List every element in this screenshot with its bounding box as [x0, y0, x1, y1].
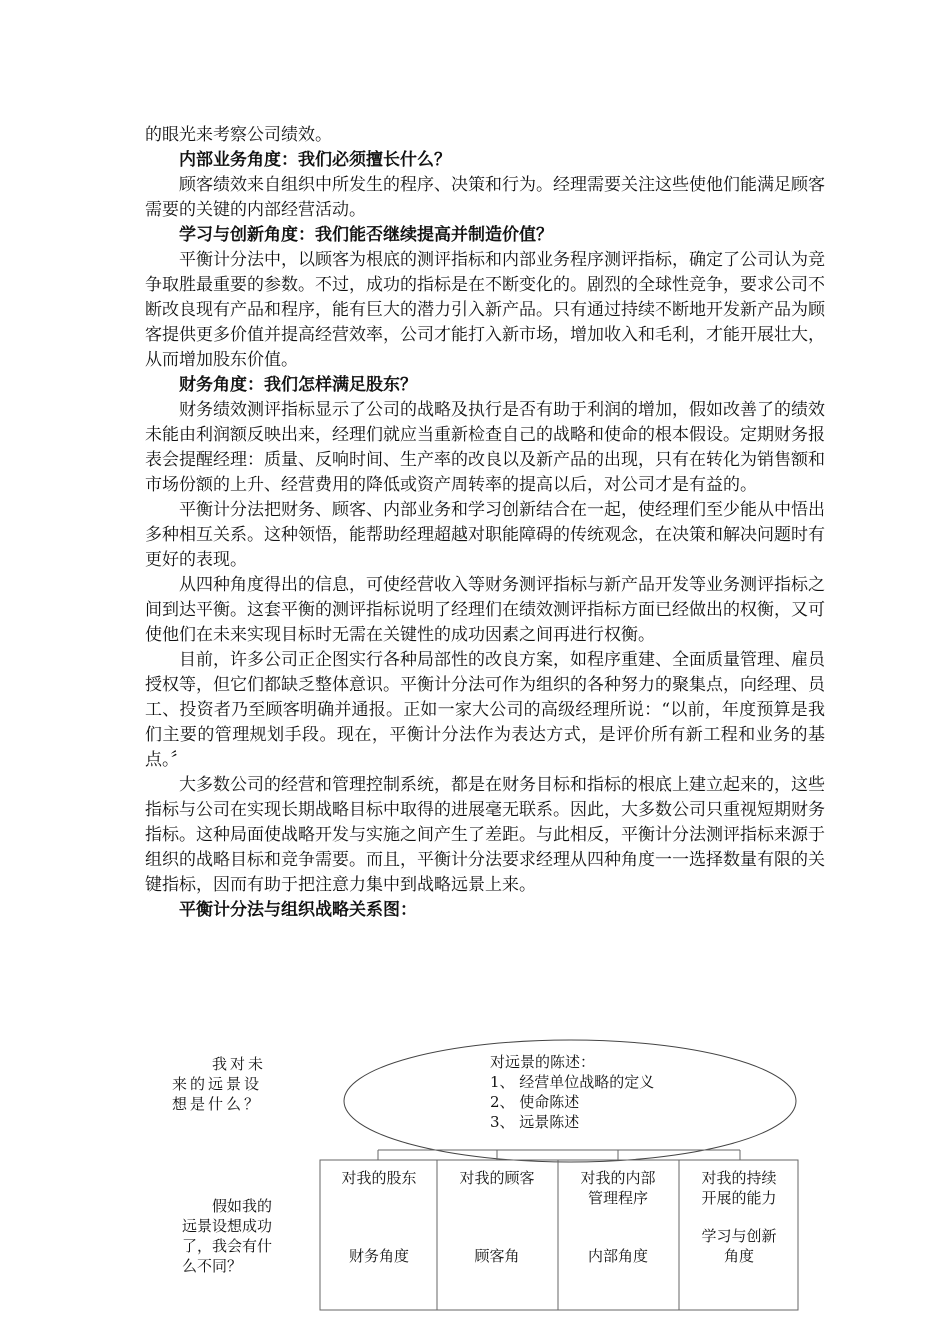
column-angle-line: 角度 — [723, 1247, 754, 1265]
paragraph: 顾客绩效来自组织中所发生的程序、决策和行为。经理需要关注这些使他们能满足顾客需要的关键的内部经营活动。 — [145, 175, 825, 220]
column-angle-line: 财务角度 — [348, 1247, 409, 1265]
column-head-line: 开展的能力 — [701, 1189, 777, 1207]
paragraph: 大多数公司的经营和管理控制系统，都是在财务目标和指标的根底上建立起来的，这些指标与公司在实现长期战略目标中取得的进展毫无联系。因此，大多数公司只重视短期财务指标。这种局面使战略开发与实施之间产生了差距。与此相反，平衡计分法测评指标来源于组织的战略目标和竞争需要。而且，平衡计分法要求经理从四种角度一一选择数量有限的关键指标，因而有助于把注意力集中到战略远景上来。 — [145, 775, 825, 895]
vision-item: 1、 经营单位战略的定义 — [490, 1073, 655, 1091]
column-angle — [438, 1246, 556, 1266]
perspective-column-financial — [320, 1168, 438, 1266]
column-head-line: 对我的持续 — [701, 1169, 777, 1187]
paragraph: 平衡计分法中，以顾客为根底的测评指标和内部业务程序测评指标，确定了公司认为竞争取胜最重要的参数。不过，成功的指标是在不断变化的。剧烈的全球性竞争，要求公司不断改良现有产品和程序，能有巨大的潜力引入新产品。只有通过持续不断地开发新产品为顾客提供更多价值并提高经营效率，公司才能打入新市场，增加收入和毛利，才能开展壮大，从而增加股东价值。 — [145, 250, 825, 370]
vision-question-line: 想是什么？ — [172, 1095, 263, 1113]
section-heading: 财务角度：我们怎样满足股东？ — [179, 375, 417, 395]
column-angle — [559, 1246, 677, 1266]
column-head — [680, 1168, 798, 1228]
paragraph: 的眼光来考察公司绩效。 — [145, 125, 332, 145]
column-head — [559, 1168, 677, 1228]
column-angle-line: 内部角度 — [587, 1247, 648, 1265]
column-angle-line: 顾客角 — [474, 1247, 520, 1265]
vision-question — [172, 1054, 292, 1114]
column-head-line: 对我的顾客 — [459, 1169, 535, 1187]
vision-item: 3、 远景陈述 — [490, 1113, 580, 1131]
column-head — [438, 1168, 556, 1228]
vision-statement-title: 对远景的陈述： — [490, 1053, 596, 1071]
success-question-line: 远景设想成功 — [182, 1217, 273, 1235]
column-head — [320, 1168, 438, 1228]
vision-question-line: 我对未 — [212, 1055, 267, 1073]
success-question — [182, 1196, 292, 1276]
column-head-line: 对我的股东 — [341, 1169, 417, 1187]
section-heading: 内部业务角度：我们必须擅长什么？ — [179, 150, 451, 170]
paragraph: 目前，许多公司正企图实行各种局部性的改良方案，如程序重建、全面质量管理、雇员授权等，但它们都缺乏整体意识。平衡计分法可作为组织的各种努力的聚集点，向经理、员工、投资者乃至顾客明确并通报。正如一家大公司的高级经理所说：“以前，年度预算是我们主要的管理规划手段。现在，平衡计分法作为表达方式，是评价所有新工程和业务的基点。〞 — [145, 650, 825, 770]
perspective-column-learning — [680, 1168, 798, 1266]
paragraph: 平衡计分法把财务、顾客、内部业务和学习创新结合在一起，使经理们至少能从中悟出多种相互关系。这种领悟，能帮助经理超越对职能障碍的传统观念，在决策和解决问题时有更好的表现。 — [145, 500, 825, 570]
document-body — [145, 123, 825, 923]
column-head-line: 对我的内部 — [580, 1169, 656, 1187]
success-question-line: 么不同？ — [182, 1257, 243, 1275]
success-question-line: 假如我的 — [212, 1197, 273, 1215]
vision-statement — [490, 1052, 730, 1132]
paragraph: 财务绩效测评指标显示了公司的战略及执行是否有助于利润的增加，假如改善了的绩效未能由利润额反映出来，经理们就应当重新检查自己的战略和使命的根本假设。定期财务报表会提醒经理：质量、反响时间、生产率的改良以及新产品的出现，只有在转化为销售额和市场份额的上升、经营费用的降低或资产周转率的提高以后，对公司才是有益的。 — [145, 400, 825, 495]
vision-item: 2、 使命陈述 — [490, 1093, 580, 1111]
section-heading: 平衡计分法与组织战略关系图： — [179, 900, 417, 920]
column-angle-line: 学习与创新 — [701, 1227, 777, 1245]
column-angle — [320, 1246, 438, 1266]
paragraph: 从四种角度得出的信息，可使经营收入等财务测评指标与新产品开发等业务测评指标之间到达平衡。这套平衡的测评指标说明了经理们在绩效测评指标方面已经做出的权衡，又可使他们在未来实现目标时无需在关键性的成功因素之间再进行权衡。 — [145, 575, 825, 645]
column-head-line: 管理程序 — [587, 1189, 648, 1207]
section-heading: 学习与创新角度：我们能否继续提高并制造价值？ — [179, 225, 553, 245]
vision-question-line: 来的远景设 — [172, 1075, 263, 1093]
column-angle — [680, 1226, 798, 1266]
perspective-column-customer — [438, 1168, 556, 1266]
success-question-line: 了，我会有什 — [182, 1237, 273, 1255]
perspective-column-internal — [559, 1168, 677, 1266]
